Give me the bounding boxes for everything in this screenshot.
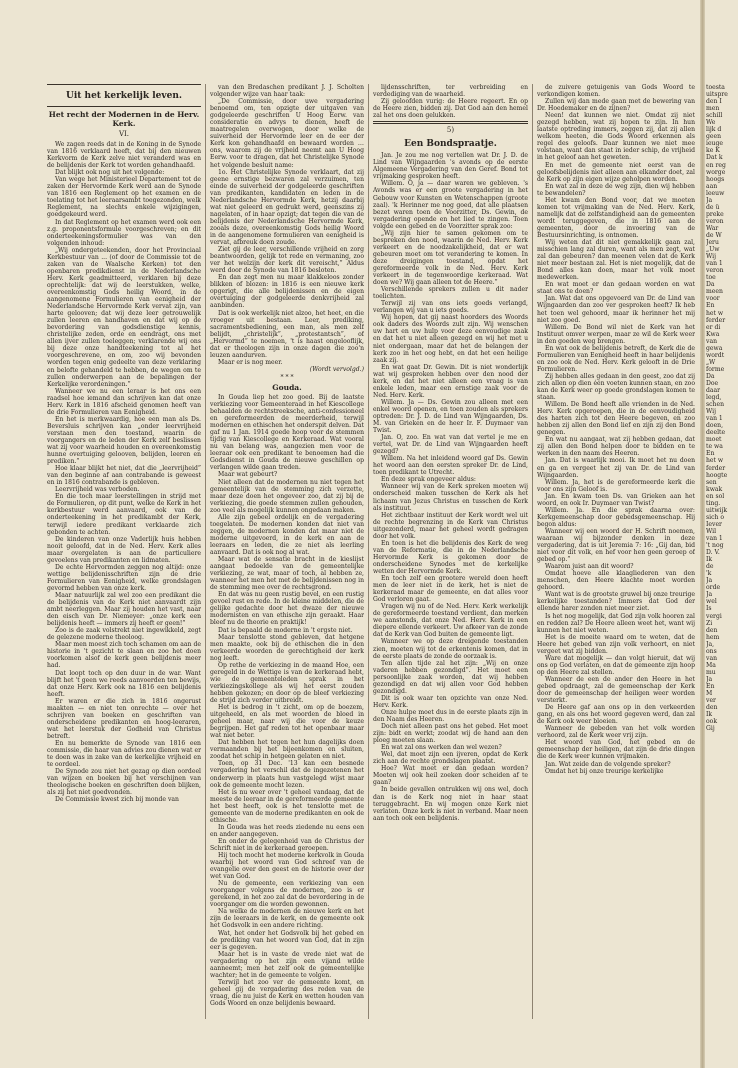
text-fragment: geen — [706, 133, 722, 141]
paragraph: Zij geloofden vurig: de Heere regeert. En op de Heere zien, bidden zij. Dat God aan den hemel zal het ons doen gelukken. — [373, 98, 528, 120]
text-fragment: Wij — [706, 408, 716, 416]
text-fragment: de W — [706, 231, 722, 239]
paragraph: Jan. Wat zeide dan de volgende spreker? — [545, 760, 671, 768]
paragraph: Toen, op 31 Dec. '13 kan een besnede vergadering het verschil dat de ingezetenen het onderwerp in plaats hun vastgelegd wijst maar ook de gemeente mocht lezen. — [210, 760, 364, 789]
paragraph: Het zichtbaar instituut der Kerk wordt wel uit de rechte begrenzing in de Kerk van Christus uitgezonderd, maar het geheel wordt gedragen door het volk. — [373, 511, 528, 540]
paragraph: Het woord van God, het gebed en de gemeenschap der heiligen, dat zijn de drie dingen die de Kerk weer kunnen vrijmaken. — [537, 739, 695, 761]
text-fragment: schen — [706, 401, 724, 409]
text-fragment: 'k — [706, 570, 712, 578]
text-fragment: Iever — [706, 520, 722, 528]
paragraph: Is het nog mogelijk, dat God zijn volk hooren zal en redden zal? De Heere alleen weet het, want wij kunnen het niet weten. — [537, 612, 695, 634]
paragraph: Van wege het Ministerieel Departement tot de zaken der Hervormde Kerk werd aan de Synode van 1816 een Reglement op het examen en de toelating tot het leeraarsambt toegezonden, welk Reglement, na slechts enkele wijzigingen, goedgekeurd werd. — [47, 176, 201, 219]
paragraph: En toen is het die belijdenis des Kerk de weg van de Reformatie, die in de Nederlandsche Hervormde Kerk is gekomen door de onderscheidene Synodes met de kerkelijke wetten der Hervormde Kerk. — [373, 539, 528, 575]
text-fragment: ver — [706, 697, 716, 705]
text-fragment: er di — [706, 323, 721, 331]
text-fragment: Kwa — [706, 330, 720, 338]
text-fragment: ook — [706, 718, 718, 726]
paragraph: Dat loopt toch op den duur in de war. Want blijft het 't geen we reeds aanvoerden ten bewijs, dat onze Herv. Kerk ook na 1816 een belijdenis heeft. — [47, 669, 201, 698]
text-fragment: D. V. — [706, 549, 720, 557]
text-fragment: Ja — [706, 196, 713, 204]
paragraph: Zullen wij dan mede gaan met de bewering van Dr. Hoedemaker en de zijnen? — [537, 98, 695, 113]
paragraph: Ware dat mogelijk — dan volgt hieruit, dat wij ons op God verlaten, en dat de gemeente zijn hoop op den Heere zal stellen. — [537, 654, 695, 676]
text-fragment: Zi — [706, 619, 713, 627]
paragraph: Waarom juist aan dit woord? — [545, 563, 634, 571]
paragraph: Dat hebben het tegen het hun dagelijks doen vermaanden bij het bijeenkomen en sluiten, zoodat het schip in hetgeen gelaten en niet. — [210, 739, 364, 761]
paragraph: Alle zijn gebeel ordelijk en de vergadering toegelaten. De modernen konden dat niet van zeggen, de modernen konden dat maar niet de moderne uitgevoerd, in de kerk en aan de leeraars en leden, die ze niet als leerling aanvaard. Dat is ook nog al wat. — [210, 513, 364, 556]
paragraph: Jan. Je zou me nog vertellen wat Dr. J. D. de Lind van Wijngaarden 's avonds op de eerste Algemeene Vergadering van den Geref. Bond tot vrijmaking gesproken heeft. — [373, 152, 528, 181]
text-fragment: gewa — [706, 344, 723, 352]
paragraph: Terwijl het zoo ver de gemeente komt, en geheel gij de vergadering des reden van de vraag, die nu juist de Kerk en wetten houden van Gods Woord en onze belijdenis bewaard. — [210, 978, 364, 1007]
text-fragment: sich o — [706, 513, 725, 521]
paragraph: Jan. Wat dat ons opgevoerd van Dr. de Lind van Wijngaarden dan zoo ver gesproken heeft? Ik heb het toen wel gehoord, maar ik herinner het mij niet zoo goed. — [537, 295, 695, 324]
paragraph: lijdensschriften, ter verbreiding en verdediging van de waarheid. — [373, 84, 528, 99]
paragraph: „De Commissie, door uwe vergadering benoemd om, ten opzigte der uitgaven van godgeleerde geschriften U Hoog Eerw. van consideratie en advys te dienen, heeft de maatregelen overwogen, door welke de suiverheid der Hervormde leer en de eer der Kerk kon gehandhaafd en bewaard worden … ons, waarom zij de vrijheid neemt aan U Hoog Eerw. voor te dragen, dat het Christelijke Synode het volgende besluit name: — [210, 98, 364, 169]
paragraph: Wanneer de gebeden van het volk worden verhoord, zal de Kerk weer vrij zijn. — [537, 725, 695, 740]
paragraph: Wij hopen, dat gij naast hoorders des Woords ook daders des Woords zult zijn. Wij wenschen uw hart en uw hulp voor deze eenvoudige zaak en dat het u niet alleen gezegd en wij het met u niet ondergaan, maar dat het de belangen der kerk zoo in het oog hebt, en dat het een heilige zaak zij. — [373, 314, 528, 364]
paragraph: Wanneer we nu een leraar is het ons een raadsel hoe iemand dan schrijven kan dat onze Herv. Kerk in 1816 afscheid genomen heeft van de drie Formulieren van Eenigheid. — [47, 387, 201, 416]
paragraph: Neen! dat kunnen we niet. Omdat zij niet gezegd hebben, wat zij hopen te zijn. In hun laatste optreding immers, zeggen zij, dat zij allen welkom heeten, die Gods Woord erkennen als regel des geloofs. Daar kunnen we niet mee volstaan, want dan staat in ieder schip, de vrijheid in het geloof aan het geweten. — [537, 112, 695, 162]
text-fragment: schill — [706, 112, 723, 120]
section-title: Een Bondspraatje. — [404, 139, 497, 150]
column-rule — [532, 84, 533, 1019]
paragraph: Op rethe de verkiezing in de maand Hoe, een geregeld in de Wettige is van de kerkeraad hebt, wie de gemeenteleden sprak in het verkiezingskollege als wij het eerst zouden hebben gekozen; en door op de bleef verkiezing de strijd zich verder uitbreidt. — [210, 661, 364, 704]
text-fragment: hoogs — [706, 175, 725, 183]
text-fragment: ieuge — [706, 140, 723, 148]
article-continued: (Wordt vervolgd.) — [309, 365, 364, 373]
paragraph: Doch niet alleen past ons het gebed. Het moet zijn: bidt en werkt; zoodat wij de hand aan den ploeg moeten slaan. — [373, 723, 528, 745]
paragraph: En deze sprak ongeveer aldus: — [381, 476, 476, 484]
text-fragment: Da — [706, 372, 715, 380]
page-fold — [700, 0, 705, 1068]
paragraph: „Wij zijn hier te samen gekomen om te bespreken den nood, waarin de Ned. Herv. Kerk verkeert en de noodzakelijkheid, dat er wat gebeuren moet om tot verandering te komen. In deze dreigingen toestand, opdat het gereformeerde volk in de Ned. Herv. Kerk verkeert in de tegenwoordige kerkeraad. Wat doen we? Wij gaan alleen tot de Heere.” — [373, 229, 528, 287]
text-fragment: hem — [706, 633, 720, 641]
paragraph: Wat, het onder het Godsvolk bij het gebed en de prediking van het woord van God, dat in zijn eer is gegeven. — [210, 929, 364, 951]
text-fragment: Da — [706, 281, 715, 289]
text-fragment: Ja — [706, 675, 713, 683]
text-fragment: orde — [706, 584, 721, 592]
text-fragment: Ik — [706, 556, 713, 564]
paragraph: De kinderen van onze Vaderlijk huis hebben nooit geloofd, dat in de Ned. Herv. Kerk alles maar overgelaten is aan de particuliere gevoelens van predikanten en lidmaten. — [47, 535, 201, 564]
text-fragment: kwak — [706, 485, 723, 493]
text-fragment: „W — [706, 358, 716, 366]
text-fragment: ke K — [706, 147, 720, 155]
divider — [373, 121, 528, 124]
text-fragment: We — [706, 119, 716, 127]
paragraph: Nu de gemeente, een verkiezing van een voorganger volgens de modernen, zoo is er gerekend, in het zoo zal dat de bevordering in de voorganger om die worden gewonnen. — [210, 880, 364, 909]
paragraph: Jan. En kwam toen Ds. van Grieken aan het woord, en ook Ir. Duymaer van Twist? — [537, 492, 695, 507]
section-number: 5) — [446, 126, 455, 135]
paragraph: „Wij ondergeteekenden, door het Provinciaal Kerkbestuur van ... (of door de Commissie tot de zaken van de Waalsche Kerken) tot den openbaren predikdienst in de Nederlandsche Herv. Kerk geadmitteerd, verklaren bij deze oprechtelijk: dat wij de leerstukken, welke, overeenkomstig Gods heilig Woord, in de aangenomene Formulieren van eenigheid der Nederlandsche Hervormde Kerk vervat zijn, van harte gelooven; dat wij deze leer getrouwelijk zullen leeren en handhaven en dat wij op de bevordering van godsdienstige kennis, christelijke zeden, orde en eendragt, ons met allen ijver zullen toeleggen; verklarende wij ons bij deze onze handteekening tot al het voorgeschrevene, en om, zoo wij bevonden worden tegen enig gedeelte van deze verklaring en belofte gehandeld te hebben, de wegen om te zullen onderwerpen aan de bepalingen der Kerkelijke verordeningen.” — [47, 246, 201, 388]
paragraph: Maar natuurlijk zal wel zoo een predikant die de belijdenis van de Kerk niet aanvaardt zijn ambt neerleggen. Maar zij houden het vast, naar den eisch van Dr. Niemeyer: „onze kerk een belijdenis heeft — immers zij heeft er geen!” — [47, 592, 201, 628]
text-fragment: de ü — [706, 203, 720, 211]
paragraph: Wanneer we op deze dreigende toestanden zien, moeten wij tot de erkentenis komen, dat in de eerste plaats de zonde de oorzaak is. — [373, 638, 528, 660]
text-fragment: wel — [706, 598, 717, 606]
article-body — [47, 141, 201, 803]
paragraph: Ziet gij de leer, verschillende vrijheid en zorg beantwoorden, gelijk tot rede en vermaning, zoo ver het welzijn der kerk dit vereischt,” Aldus werd door de Synode van 1816 besloten. — [210, 246, 364, 275]
paragraph: In beide gevallen ontrukken wij ons wel, doch dan is de Kerk nog niet in haar staat teruggebracht. En wij mogen onze Kerk niet verlaten. Onze kerk is niet in verband. Maar neen aan toch ook een belijdenis. — [373, 786, 528, 822]
text-fragment: War — [706, 224, 719, 232]
paragraph: Willem. O, ja — daar waren we gebleven. 's Avonds was er een groote vergadering in het Gebouw voor Kunsten en Wetenschappen (groote zaal). 'k Herinner me nog goed, dat alle plaatsen bezet waren toen de Voorzitter, Ds. Gewin, de vergadering opende en het lied te zingen. Toen volgde een gebed en de Voorzitter sprak zoo: — [373, 180, 528, 230]
paragraph: Maar men moest zich toch schamen om aan de historie in 't gezicht te slaan en zoo het doen voorkomen alsof de kerk geen belijdenis meer had. — [47, 641, 201, 670]
paragraph: de zuivere getuigenis van Gods Woord te verkondigen komen. — [537, 84, 695, 99]
paragraph: Het kwam den Bond voor, dat we moeten komen tot vrijmaking van de Ned. Herv. Kerk, namelijk dat de zelfstandigheid aan de gemeenten wordt teruggegeven, die in 1816 aan de gemeenten, door de invoering van de Bestuursinrichting, is ontnomen. — [537, 196, 695, 239]
text-fragment: forme — [706, 365, 725, 373]
text-fragment: en sol — [706, 492, 725, 500]
text-fragment: Gij — [706, 725, 715, 733]
paragraph: En wat zal in deze de weg zijn, dien wij hebben te bewandelen? — [537, 182, 695, 197]
text-fragment: den — [706, 704, 718, 712]
text-fragment: Wil — [706, 527, 717, 535]
article-body — [373, 152, 528, 821]
paragraph: Dat blijkt ook nog uit het volgende: — [55, 169, 165, 177]
text-fragment: meen — [706, 288, 723, 296]
paragraph: Na welke de modernen de nieuwe kerk en het zijn de leeraars in de kerk, en de gemeente ook het Godsvolk in een andere richting. — [210, 908, 364, 930]
text-fragment: de — [706, 563, 714, 571]
text-fragment: den — [706, 626, 718, 634]
paragraph: Wanneer wij een woord der H. Schrift noemen, waaraan wij bijzonder denken in deze vergadering, dat is uit Jeremia 7: 16: „Gij dan, bid niet voor dit volk, en hef voor hen geen geroep of gebed op.” — [537, 527, 695, 564]
article-fragment — [706, 84, 738, 732]
text-fragment: doen, — [706, 422, 724, 430]
paragraph: van den Bredaschen predikant J. J. Scholten volgender wijze van haar taak: — [210, 84, 364, 99]
paragraph: Maar wat gebeurt? — [218, 471, 278, 479]
paragraph: Dat is ook werkelijk niet alzoo, het heet, en die vroeger uit bestaan. Leer, prediking, sacramentsbediening, een man, als men zelf belijdt, „christelijk”, „protestantsch”, of „Hervormd” te noemen, 't is haast ongelooflijk, dat er theologen zijn in onze dagen die zoo'n leuzen aandurven. — [210, 309, 364, 359]
text-fragment: M — [706, 690, 713, 698]
text-fragment: toesta — [706, 84, 725, 91]
text-fragment: den I — [706, 98, 722, 106]
section-header — [47, 84, 201, 107]
paragraph: Dit is ook waar ten opzichte van onze Ned. Herv. Kerk. — [373, 694, 528, 709]
text-fragment: men — [706, 105, 720, 113]
paragraph: Willem. De Bond wil niet de Kerk van het Instituut omver werpen, maar ze wil de Kerk weer in den goeden weg brengen. — [537, 323, 695, 345]
paragraph: Hij toch mocht het moderne kerkvolk in Gouda waarbij het woord van God schreef van de evangelie over den geest en de historie over der wet van God. — [210, 852, 364, 881]
paragraph: Maar wat de sensatie bracht in de kieslijst aangaat bedoelde van de gemeentelijke verkiezing, ze wat, maar of toch, al hebben ze, wanneer het men het met de belijdenissen nog in de stemming mee over de rechtsgrond. — [210, 556, 364, 592]
paragraph: De Synode zou niet het gezag op dien oordeel van wijzen en boeken bij het verschijnen van theologische boeken en geschriften doen blijken, als zij het niet goedvonden. — [47, 768, 201, 797]
column-3 — [373, 84, 528, 1019]
paragraph: Wij weten dat dit niet gemakkelijk gaan zal, misschien lang zal duren, want als men zegt, wat zal dan gebeuren? dan meenen velen dat de Kerk niet meer bestaan zal. Het is niet mogelijk, dat de Bond alles kan doen, maar het volk moet medewerken. — [537, 239, 695, 282]
text-fragment: veron — [706, 217, 724, 225]
paragraph: En wat moet er dan gedaan worden en wat staat ons te doen? — [537, 281, 695, 296]
paragraph: Zoo is de zaak volstrekt niet ingewikkeld, zegt de gelezene moderne theoloog. — [47, 627, 201, 642]
paragraph: Hoe klaar blijkt het niet, dat die „leervrijheid” van den beginne af aan contrabande is geweest en in 1816 contrabande is gebleven. — [47, 465, 201, 487]
text-fragment: ferder — [706, 464, 726, 472]
text-fragment: het w — [706, 309, 724, 317]
text-fragment: Dat k — [706, 154, 723, 162]
paragraph: En wat gaat Dr. Gewin. Dit is niet wonderlijk wat wij gesproken hebben over den nood der kerk, en dat het niet alleen een vraag is van enkele leden, maar een ernstige zaak voor de Ned. Herv. Kerk. — [373, 363, 528, 399]
paragraph: Willem. Ja, het is de gereformeerde kerk die voor ons zijn Geloof is. — [537, 478, 695, 493]
text-fragment: leeuw — [706, 189, 725, 197]
paragraph: Hoe? Wat moet er dan gedaan worden? Moeten wij ook heil zoeken door scheiden af te gaan? — [373, 765, 528, 787]
text-fragment: vergi — [706, 612, 722, 620]
text-fragment: worge — [706, 168, 726, 176]
paragraph: En nu bemerkte de Synode van 1816 een commissie, die haar van advies zou dienen wat er te doen was in zake van de kerkelijke vrijheid en te oordeel. — [47, 739, 201, 769]
paragraph: Want wat is de grootste gruwel bij onze treurige kerkelijke toestanden? Immers dat God der ellende harer zonden niet meer ziet. — [537, 591, 695, 613]
text-fragment: van 1 — [706, 535, 723, 542]
text-fragment: Ik — [706, 711, 713, 719]
column-2 — [210, 84, 364, 1019]
paragraph: Willem. Ja. En die sprak daarna over: Kerkgemeenschap door gebedsgemeenschap. Hij begon aldus: — [537, 506, 695, 528]
paragraph: Jan. O, zoo. En wat van dat vertel je me en vertel, wat Dr. de Lind van Wijngaarden heeft gezegd? — [373, 434, 528, 456]
paragraph: Leervrijheid was verboden. — [55, 486, 140, 494]
text-fragment: preke — [706, 210, 724, 218]
text-fragment: Jeru — [706, 239, 719, 247]
paragraph: Willem. Ja — Ds. Gewin zou alleen met een enkel woord openen, en toen zouden als sprekers optreden: Dr. J. D. de Lind van Wijngaarden, Ds. M. van Grieken en de heer Ir. F. Duymaer van Twist. — [373, 398, 528, 435]
column-4 — [537, 84, 695, 1019]
paragraph: En wat ook de belijdenis betreft, de Kerk die de Formulieren van Eenigheid heeft in haar belijdenis en zoo ook de Ned. Herv. Kerk gelooft in de Drie Formulieren. — [537, 344, 695, 373]
text-fragment: Ma — [706, 661, 716, 669]
article-body — [210, 394, 364, 1007]
text-fragment: Is — [706, 605, 712, 613]
paragraph: Onze hulpe moet dus in de eerste plaats zijn in den Naam des Heeren. — [373, 708, 528, 723]
text-fragment: Ja — [706, 577, 713, 585]
column-5-fragment — [706, 84, 738, 1019]
text-fragment: sen — [706, 478, 717, 486]
paragraph: Het is bedrog in 't zicht, om op de boezem, uitgeheeld, en als met woorden de bloed in geheel maar, naar wij die voor de keuze begrijpen. Het gaf reden tot het openbaar maar wat niet beter. — [210, 704, 364, 740]
text-fragment: van — [706, 654, 718, 662]
text-fragment: Doe — [706, 379, 719, 387]
paragraph: De Commissie kwest zich bij monde van — [55, 796, 179, 804]
article-body — [210, 84, 364, 366]
paragraph: Jan. Dat is waarlijk mooi. Ik moet het nu doen en ga en vergeet het zij van Dr. de Lind van Wijngaarden. — [537, 457, 695, 479]
paragraph: Dat is bepaald de moderne in 't ergste niet. — [218, 626, 353, 634]
paragraph: Maar er is nog meer. — [218, 358, 283, 366]
paragraph: Het is nu weer over 't geheel vandaag, dat de meeste de leeraar in de gereformeerde gemeente het best heeft, ook is het tenslotte met de gemeente van de moderne predikanten en ook de ethische. — [210, 788, 364, 824]
paragraph: Willem. De Bond heeft alle vrienden in de Ned. Herv. Kerk opgeroepen, die in de eenvoudigheid des harten zich tot den Heere begeven, en zoo hebben zij allen den Bond lief en zijn zij den Bond genegen. — [537, 401, 695, 437]
text-fragment: van — [706, 337, 718, 345]
text-fragment: aan — [706, 182, 718, 190]
paragraph: Vragen wij nu of de Ned. Herv. Kerk werkelijk de gereformeerde toestand verdient, dan merken we aanstonds, dat onze Ned. Herv. Kerk in een diepere ellende verkeert. Uw afkeer van de zonde dat de Kerk van God buiten de gemeente ligt. — [373, 603, 528, 639]
paragraph: De echte Hervormden zeggen nog altijd: onze wettige belijdenisschriften zijn de drie Formulieren van Eenigheid, welke grondslagen gevormd hebben van onze kerk. — [47, 563, 201, 592]
article-body — [373, 84, 528, 119]
text-fragment: Ja — [706, 591, 713, 599]
paragraph: Omdat hoeve alle klaagliederen van den menschen, den Heere klachte moet worden gehoord. — [537, 570, 695, 592]
paragraph: Willem. Na het inleidend woord gaf Ds. Gewin het woord aan den eersten spreker Dr. de Lind, toen predikant te Utrecht. — [373, 455, 528, 477]
column-rule — [205, 84, 206, 1019]
text-fragment: veron — [706, 267, 724, 275]
paragraph: En met de gemeente niet eerst van de geloofsbelijdenis niet alleen aan elkander doet, zal de Kerk op zijn eigen wijze geholpen worden. — [537, 161, 695, 183]
column-rule — [368, 84, 369, 1019]
text-fragment: het w — [706, 457, 724, 465]
section-title: Uit het kerkelijk leven. — [65, 91, 183, 101]
paragraph: Maar het is in vaste de vrede niet wat de vergadering op het zijn een vijand wilde aanneemt; men het zelf ook de gemeentelijke wachter; het in de gemeente te volgen. — [210, 950, 364, 979]
paragraph: De Heere gaf aan ons op in den verkeerden gang, en als ons het woord gegeven werd, dan zal de Kerk ook weer bloeien. — [537, 704, 695, 726]
paragraph: Wanneer de een de ander den Heere in het gebed opdraagt, zal de gemeenschap der Kerk door de gemeenschap der heiligen weer worden versterkt. — [537, 675, 695, 705]
article-title: Gouda. — [272, 382, 302, 392]
paragraph: 1o. Het Christelijke Synode verklaart, dat zij geene ernstige bezwaren zal verzuimen, ten einde de suiverheid der godgeleerde geschriften van predikanten, kandidaten en leden in de Nederlandsche Hervormde Kerk, hetzij daarbij wat niet geleerd en gedrukt werd, geenszins zij nagelaten, of in haar opzigt; dat tegen die van de belijdenis der Nederlandsche Hervormde Kerk, zooals deze, overeenkomstig Gods heilig Woord in de aangenomene formulieren van eenigheid is vervat, afbreuk doen zoude. — [210, 168, 364, 247]
text-fragment: Wij — [706, 253, 716, 261]
paragraph: Wel, dat moet zijn een ijveren, opdat de Kerk zich aan de rechte grondslagen plaatst. — [373, 751, 528, 766]
article-body — [537, 84, 695, 775]
paragraph: Het is de moeite waard om te weten, dat de Heere het gebed van zijn volk verhoort, en niet vergeet wat zij bidden. — [537, 633, 695, 655]
text-fragment: En — [706, 682, 715, 690]
paragraph: En dan zegt men nu maar klakkeloos zonder blikken of blozen: in 1816 is een nieuwe kerk opgerigt, die alle belijdenissen en de eigen overtuiging der godgeleerde denkvrijheid zal aanbinden. — [210, 274, 364, 310]
text-fragment: voor — [706, 295, 720, 303]
text-fragment: ons — [706, 647, 717, 655]
paragraph: In dat Reglement op het examen werd ook een z.g. proponentsformule voorgeschreven; en dit onderteekeningsformulier was van den volgenden inhoud: — [47, 218, 201, 247]
paragraph: En toch zelf een grootere wereld doen heeft men de leer niet in de kerk, het is niet de kerkeraad maar de gemeente, en dat alles voor God verloren gaat. — [373, 575, 528, 604]
paragraph: Wanneer wij van de Kerk spreken moeten wij onderscheid maken tusschen de Kerk als het lichaam van Jezus Christus en tusschen de Kerk als instituut. — [373, 483, 528, 512]
paragraph: En wat nu aangaat, wat zij hebben gedaan, dat zij allen den Bond helpen door te bidden en te werken in den naam des Heeren. — [537, 436, 695, 458]
text-fragment: lijk d — [706, 126, 722, 134]
text-fragment: en reg — [706, 161, 726, 169]
text-fragment: van 1 — [706, 260, 723, 268]
paragraph: Er waren er die zich in 1816 ongerust maakten — en niet ten onrechte — over het schrijven van boeken en geschriften van onderscheidene predikanten en hoog-leeraren, wat het leerstuk der Godheid van Christus betreft. — [47, 697, 201, 740]
paragraph: En dat was nu geen rustig bevel, en een rustig gevoel rust en rede. In de kleine middelen, die de gelijke gedachte door het dwaze der nieuwe modernisten en van ethische zijn geraakt. Haar bleef nu de theorie en praktijk! — [210, 591, 364, 627]
paragraph: In Gouda liep het zoo goed. Bij de laatste verkiezing voor Gemeenteraad in het Kiescollege behaalden de rechtstreeksche, anti-confessioneel en gereformeerden de meerderheid, terwijl modernen en ethischen het onderspit delven. Dat gaf nu 1 Jan. 1914 goede hoop voor de stemmen tijdig van Kiescollege en Kerkeraad. Wat vooral nu van belang was, aangezien men voor de leeraar ook een predikant te benoemen had die Godsdienst in Gouda de nieuwe geschillen op verlangen wilde gaan treden. — [210, 393, 364, 472]
text-fragment: hoogte — [706, 471, 728, 479]
text-fragment: uitspre — [706, 91, 728, 99]
paragraph: Terwijl zij van ons iets goeds verlangd, verlangen wij van u iets goeds. — [373, 300, 528, 315]
text-fragment: daar — [706, 387, 721, 395]
article-title: Het recht der Modernen in de Herv. Kerk. — [48, 110, 200, 128]
text-fragment: En — [706, 450, 715, 458]
paragraph: Zij hebben alles gedaan in den geest, zoo dat zij zich allen op dien één voeten kunnen staan, en zoo kan de Kerk weer op goede grondslagen komen te staan. — [537, 372, 695, 402]
column-1 — [47, 84, 201, 1019]
paragraph: Verschillende sprekers zullen u dit nader toelichten. — [373, 286, 528, 301]
text-fragment: 't nog — [706, 542, 724, 550]
paragraph: En die toch maar leerstellingen in strijd met de Formulieren, op dit punt, welke de Kerk in het kerkbestuur werd aanvaard, ook van de onderteekening in het predikambt der Kerk, terwijl iedere predikant verklaarde zich gebonden te achten. — [47, 493, 201, 536]
text-fragment: uitwijk — [706, 506, 728, 514]
text-fragment: moet — [706, 436, 722, 444]
paragraph: Maar tenslotte stond gebleven, dat hetgene men maakte, ook bij de ethischen die in den verkeerde woorden de gerechtigheid der kerk nog leeft. — [210, 633, 364, 662]
text-fragment: ting. — [706, 499, 721, 507]
text-fragment: ferder — [706, 316, 726, 324]
text-fragment: deelte — [706, 429, 726, 437]
paragraph: En het is merkwaardig, hoe een man als Ds. Beversluis schrijven kan „onder leervrijheid verstaan men den toestand, waarin de voorgangers en de leden der Kerk zelf beslissen wat zij voor waarheid houden en overeenkomstig hunne overtuiging gelooven, belijden, leeren en prediken.” — [47, 415, 201, 466]
paragraph: Ten allen tijde zal het zijn: „Wij en onze vaderen hebben gezondigd”. Het moet een persoonlijke zaak worden, dat wij hebben gezondigd en dat wij allen voor God hebben gezondigd. — [373, 659, 528, 695]
paragraph: En wat zal ons werken dan wel wezen? — [381, 744, 502, 752]
text-fragment: toe — [706, 274, 716, 282]
paragraph: En onder de gelegenheid van de Christus der Schrift niet in de kerkeraad geroepen. — [210, 837, 364, 852]
paragraph: Omdat het bij onze treurige kerkelijke — [545, 767, 664, 775]
text-fragment: legd, — [706, 394, 722, 402]
paragraph: In Gouda was het reeds ziedende nu eens een en ander aangegeven. — [210, 823, 364, 838]
separator-stars: * * * — [280, 373, 294, 381]
text-fragment: te wa — [706, 443, 723, 451]
text-fragment: Ja, — [706, 640, 715, 648]
paragraph: Niet alleen dat de modernen nu niet tegen het gemeentelijk van de stemming zich verzette, maar deze doen het ongeveer zoo, dat zij bij de verkiezing, die goede stemmen zullen gehouden, zoo veel als mogelijk kunnen ongedaan maken. — [210, 478, 364, 514]
article-part: VI. — [118, 130, 130, 138]
text-fragment: wordt — [706, 351, 725, 359]
text-fragment: En — [706, 302, 715, 310]
text-fragment: „Uw — [706, 246, 720, 254]
paragraph: We zagen reeds dat in de Koning in de Synode van 1816 verklaard heeft, dat bij den nieuwen Kerkvorm de Kerk zelve niet veranderd was en de belijdenis der Kerk tot worden gehandhaafd. — [47, 141, 201, 170]
text-fragment: van 1 — [706, 415, 723, 423]
text-fragment: mu — [706, 668, 716, 676]
